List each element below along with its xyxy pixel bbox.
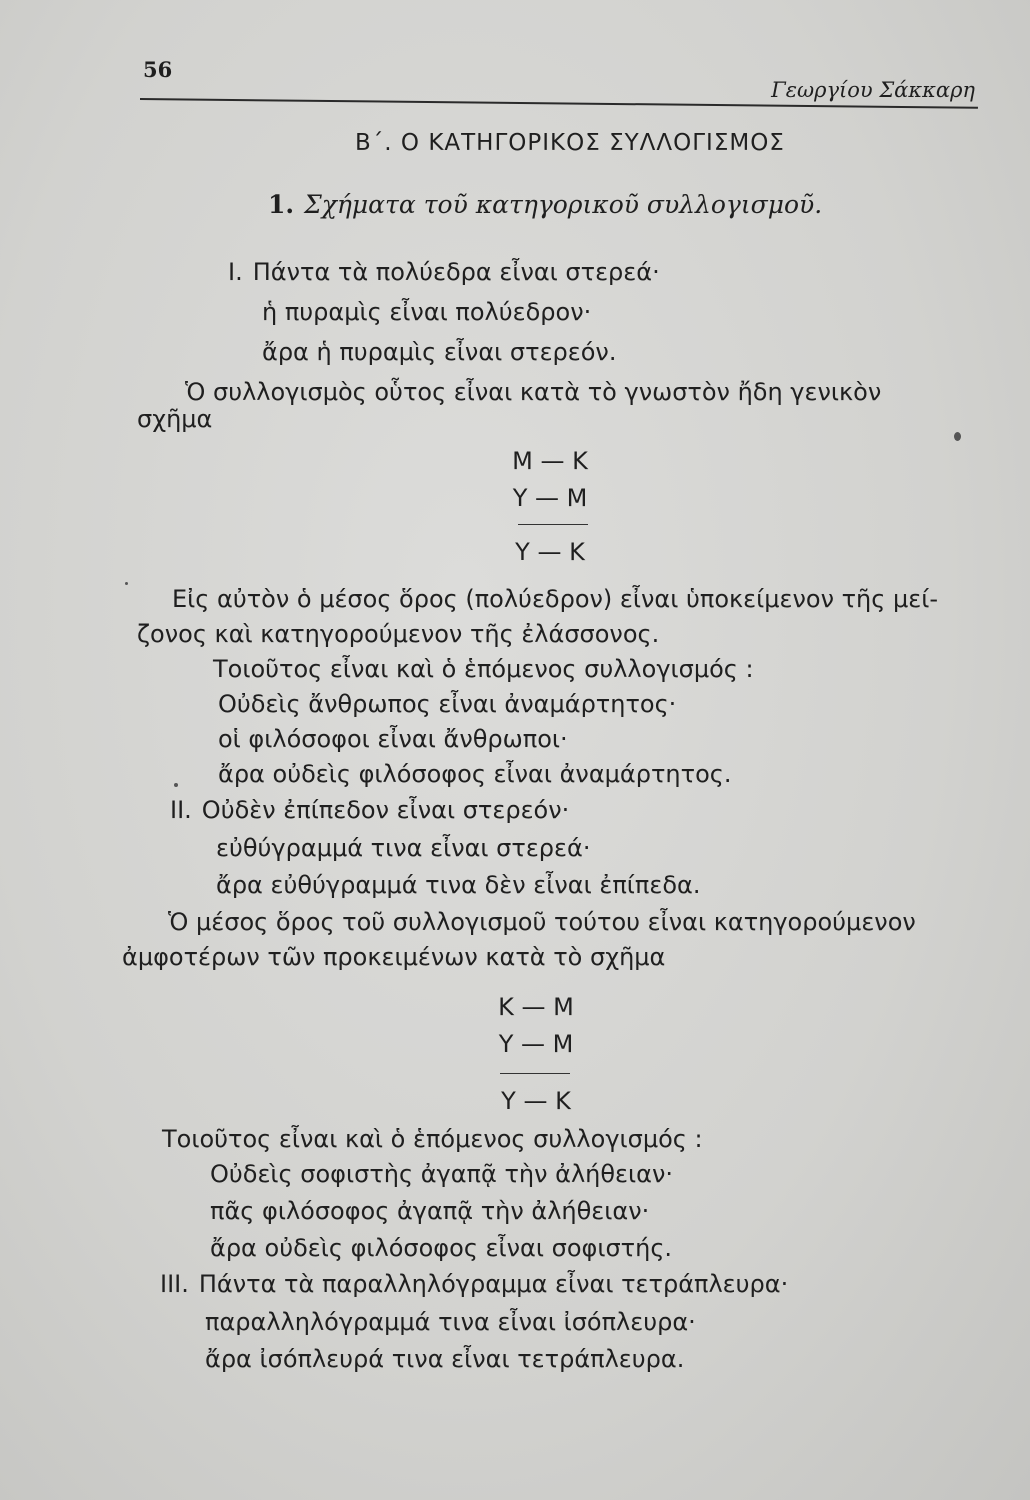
case-3-premise-2: παραλληλόγραμμά τινα εἶναι ἰσόπλευρα· [205,1308,696,1336]
case-1-conclusion: ἄρα ἡ πυραμὶς εἶναι στερεόν. [262,338,617,366]
subsection-number: 1. [268,190,295,219]
running-header-author: Γεωργίου Σάκκαρη [771,78,975,102]
formula-2-bar [500,1073,570,1074]
section-title: Β΄. Ο ΚΑΤΗΓΟΡΙΚΟΣ ΣΥΛΛΟΓΙΣΜΟΣ [355,130,785,156]
subsection-title: Σχήματα τοῦ κατηγορικοῦ συλλογισμοῦ. [304,190,823,219]
case-1-example-2: οἱ φιλόσοφοι εἶναι ἄνθρωποι· [218,725,568,753]
case-1-numeral: Ι. [228,258,243,286]
case-3-numeral: ΙΙΙ. [160,1270,189,1298]
case-3-premise-1: ΙΙΙ. Πάντα τὰ παραλληλόγραμμα εἶναι τετράπλευρα· [160,1270,789,1298]
ink-speck [174,783,178,787]
case-1-note-line-2: σχῆμα [137,405,213,433]
case-2-note-line-1: Ὁ μέσος ὅρος τοῦ συλλογισμοῦ τούτου εἶναι κατηγορούμενον [168,908,916,936]
case-2-conclusion: ἄρα εὐθύγραμμά τινα δὲν εἶναι ἐπίπεδα. [216,871,701,899]
case-1-explanation-line-2: ζονος καὶ κατηγορούμενον τῆς ἐλάσσονος. [137,620,660,648]
formula-1-bar [518,524,588,525]
case-1-example-3: ἄρα οὐδεὶς φιλόσοφος εἶναι ἀναμάρτητος. [218,760,732,788]
formula-2-major: Κ — Μ [498,993,574,1021]
case-1-premise-2: ἡ πυραμὶς εἶναι πολύεδρον· [262,298,592,326]
case-1-explanation-line-1: Εἰς αὐτὸν ὁ μέσος ὅρος (πολύεδρον) εἶναι ὑποκείμενον τῆς μεί- [172,585,939,613]
case-3-conclusion: ἄρα ἰσόπλευρά τινα εἶναι τετράπλευρα. [205,1345,685,1373]
formula-1-major: Μ — Κ [512,447,588,475]
ink-speck [125,582,128,585]
case-2-example-3: ἄρα οὐδεὶς φιλόσοφος εἶναι σοφιστής. [210,1234,673,1262]
subsection-heading [268,190,822,219]
case-1-example-1: Οὐδεὶς ἄνθρωπος εἶναι ἀναμάρτητος· [218,690,677,718]
case-2-note-line-2: ἀμφοτέρων τῶν προκειμένων κατὰ τὸ σχῆμα [122,943,666,971]
case-2-numeral: ΙΙ. [170,796,192,824]
case-2-example-2: πᾶς φιλόσοφος ἀγαπᾷ τὴν ἀλήθειαν· [210,1197,650,1225]
case-1-example-intro: Τοιοῦτος εἶναι καὶ ὁ ἑπόμενος συλλογισμός : [213,655,754,683]
case-1-premise-1: Ι. Πάντα τὰ πολύεδρα εἶναι στερεά· [228,258,660,286]
page-number: 56 [143,57,173,82]
case-1-note-line-1: Ὁ συλλογισμὸς οὗτος εἶναι κατὰ τὸ γνωστὸν ἤδη γενικὸν [185,378,882,406]
case-2-premise-1: ΙΙ. Οὐδὲν ἐπίπεδον εἶναι στερεόν· [170,796,570,824]
formula-2-result: Υ — Κ [501,1087,571,1115]
formula-1-minor: Υ — Μ [512,484,588,512]
ink-speck [954,432,961,441]
case-2-premise-2: εὐθύγραμμά τινα εἶναι στερεά· [216,834,591,862]
formula-2-minor: Υ — Μ [498,1030,574,1058]
case-2-example-intro: Τοιοῦτος εἶναι καὶ ὁ ἑπόμενος συλλογισμός : [162,1125,703,1153]
formula-1-result: Υ — Κ [515,538,585,566]
case-2-example-1: Οὐδεὶς σοφιστὴς ἀγαπᾷ τὴν ἀλήθειαν· [210,1160,674,1188]
